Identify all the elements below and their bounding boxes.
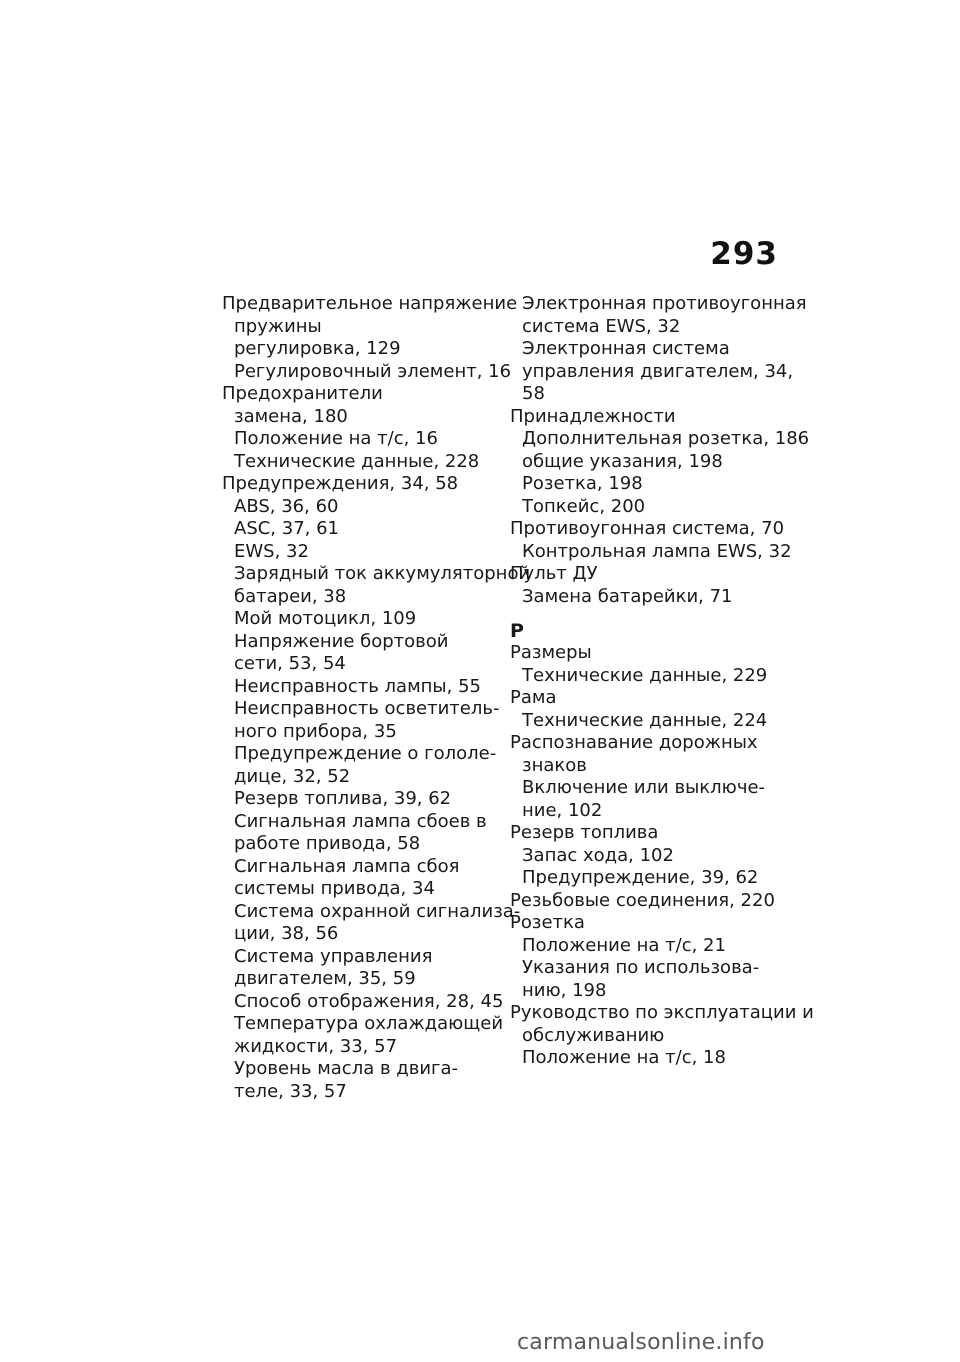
index-subentry: Сигнальная лампа сбоев в	[234, 810, 487, 832]
index-subentry: Дополнительная розетка, 186	[522, 428, 810, 449]
index-subentry: сети, 53, 54	[234, 653, 346, 674]
index-subentry: Электронная система	[522, 338, 730, 359]
index-subentry: ного прибора, 35	[234, 720, 397, 742]
index-entry: Резерв топлива	[510, 822, 659, 843]
index-subentry: дице, 32, 52	[234, 765, 351, 787]
index-subentry: знаков	[522, 754, 587, 776]
index-subentry: Регулировочный элемент, 16	[234, 360, 512, 382]
index-subentry: работе привода, 58	[234, 833, 421, 854]
index-subentry: Предупреждение, 39, 62	[522, 867, 759, 888]
index-subentry: замена, 180	[234, 405, 348, 427]
index-subentry: нию, 198	[522, 979, 607, 1001]
index-subentry: Система управления	[234, 945, 433, 967]
index-subentry: обслуживанию	[522, 1024, 665, 1046]
index-subentry: Технические данные, 229	[522, 664, 768, 686]
index-subentry: Запас хода, 102	[522, 844, 674, 866]
index-entry: Противоугонная система, 70	[510, 518, 785, 539]
index-entry: Руководство по эксплуатации и	[510, 1002, 814, 1023]
index-subentry: Предупреждение о гололе-	[234, 743, 497, 764]
index-subentry: Замена батарейки, 71	[522, 585, 733, 607]
index-subentry: двигателем, 35, 59	[234, 968, 416, 989]
index-subentry: Зарядный ток аккумуляторной	[234, 563, 531, 584]
index-subentry: Положение на т/с, 18	[522, 1047, 726, 1068]
index-subentry: Технические данные, 224	[522, 709, 768, 731]
index-entry: Резьбовые соединения, 220	[510, 889, 775, 911]
index-entry: Принадлежности	[510, 405, 676, 427]
index-entry: Размеры	[510, 642, 592, 663]
index-subentry: Положение на т/с, 21	[522, 934, 726, 956]
index-subentry: батареи, 38	[234, 585, 347, 607]
index-subentry: ASC, 37, 61	[234, 518, 340, 539]
index-subentry: 58	[522, 383, 545, 404]
index-subentry: Сигнальная лампа сбоя	[234, 855, 460, 877]
index-subentry: Система охранной сигнализа-	[234, 900, 521, 922]
section-letter: Р	[510, 620, 524, 642]
index-subentry: Контрольная лампа EWS, 32	[522, 540, 792, 562]
index-subentry: EWS, 32	[234, 540, 309, 562]
index-subentry: пружины	[234, 315, 322, 337]
index-subentry: Неисправность лампы, 55	[234, 675, 481, 697]
index-subentry: Способ отображения, 28, 45	[234, 990, 504, 1012]
index-subentry: ние, 102	[522, 799, 603, 821]
index-subentry: ции, 38, 56	[234, 923, 339, 944]
index-subentry: Мой мотоцикл, 109	[234, 608, 417, 629]
index-entry: Предупреждения, 34, 58	[222, 473, 459, 494]
index-subentry: Резерв топлива, 39, 62	[234, 788, 452, 809]
index-entry: Пульт ДУ	[510, 563, 598, 584]
index-subentry: системы привода, 34	[234, 878, 435, 899]
index-subentry: теле, 33, 57	[234, 1080, 347, 1102]
index-subentry: ABS, 36, 60	[234, 495, 339, 517]
index-subentry: общие указания, 198	[522, 450, 723, 472]
index-subentry: Электронная противоугонная	[522, 293, 807, 314]
index-subentry: Температура охлаждающей	[234, 1013, 504, 1034]
index-entry: Предохранители	[222, 383, 383, 404]
page-number: 293	[710, 236, 778, 272]
section-gap	[510, 608, 785, 620]
watermark: carmanualsonline.info	[517, 1330, 765, 1355]
index-subentry: Неисправность осветитель-	[234, 698, 500, 719]
index-subentry: Указания по использова-	[522, 957, 760, 978]
index-subentry: Положение на т/с, 16	[234, 428, 438, 449]
index-subentry: Технические данные, 228	[234, 450, 480, 472]
index-subentry: управления двигателем, 34,	[522, 360, 794, 382]
index-entry: Рама	[510, 687, 557, 708]
index-subentry: регулировка, 129	[234, 338, 401, 359]
index-subentry: Уровень масла в двига-	[234, 1058, 459, 1079]
index-subentry: система EWS, 32	[522, 315, 681, 337]
index-subentry: жидкости, 33, 57	[234, 1035, 398, 1057]
index-entry: Распознавание дорожных	[510, 732, 758, 753]
index-subentry: Топкейс, 200	[522, 495, 646, 517]
index-column-left	[222, 293, 531, 1103]
index-column-right	[510, 293, 814, 1070]
index-entry: Розетка	[510, 912, 585, 933]
index-entry: Предварительное напряжение	[222, 293, 518, 314]
index-subentry: Розетка, 198	[522, 473, 643, 494]
index-subentry: Включение или выключе-	[522, 777, 766, 798]
index-subentry: Напряжение бортовой	[234, 630, 449, 652]
